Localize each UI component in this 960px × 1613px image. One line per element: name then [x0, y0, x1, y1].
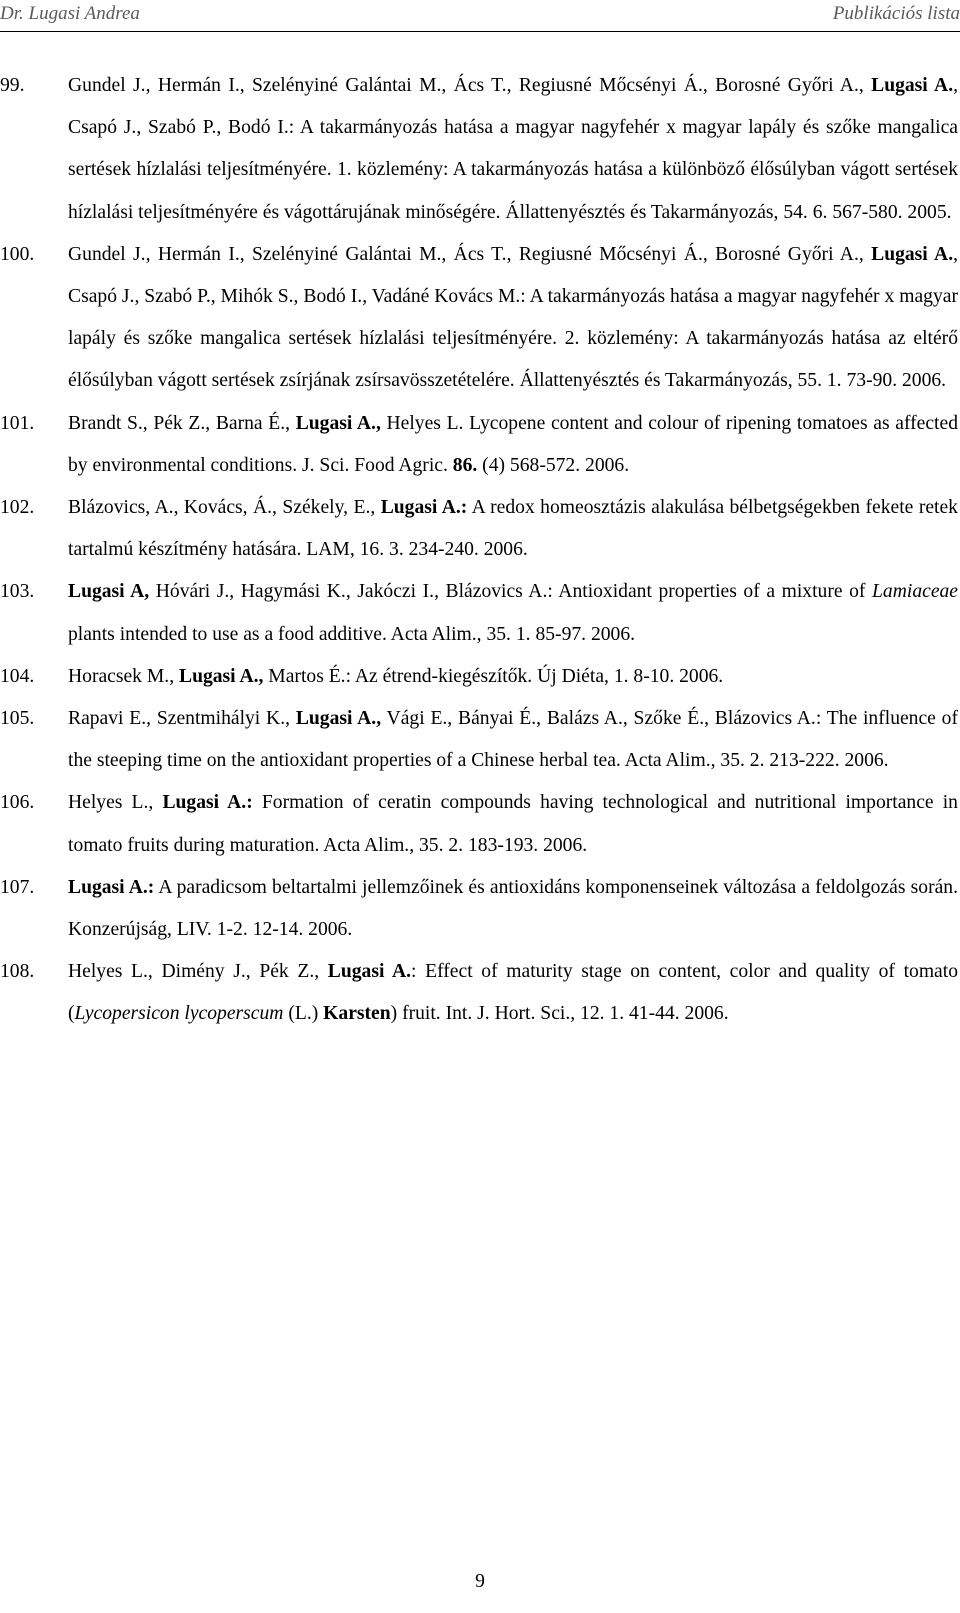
publication-number: 104.	[0, 665, 35, 687]
publication-number: 102.	[0, 497, 35, 519]
citation-text: Vági E., Bányai É., Balázs A., Szőke É., Blázovics A.: The influence of the steeping time on the antioxidant properties of a Chinese herbal tea. Acta Alim., 35. 2. 213-222. 2006.	[68, 708, 958, 772]
publication-citation	[68, 581, 958, 644]
citation-text: (4) 568-572. 2006.	[477, 454, 630, 476]
publication-number: 100.	[0, 243, 35, 265]
citation-text: A paradicsom beltartalmi jellemzőinek és antioxidáns komponenseinek változása a feldolgozás során. Konzerújság, LIV. 1-2. 12-14. 2006.	[68, 876, 958, 941]
citation-bold-text: Lugasi A.:	[380, 497, 468, 519]
publication-entry	[0, 656, 958, 698]
publication-entry	[0, 65, 958, 234]
citation-text: Rapavi E., Szentmihályi K.,	[68, 708, 296, 730]
publication-citation	[68, 961, 958, 1024]
header-divider	[0, 31, 960, 32]
citation-bold-text: 86.	[452, 454, 478, 476]
publication-citation	[68, 75, 958, 223]
publication-entry	[0, 571, 958, 655]
publication-number: 107.	[0, 876, 35, 898]
citation-bold-text: Lugasi A,	[68, 581, 150, 603]
citation-bold-text: Lugasi A.	[871, 243, 954, 265]
publication-entry	[0, 867, 958, 951]
publication-number: 101.	[0, 412, 35, 434]
citation-italic-text: Lamiaceae	[872, 581, 959, 603]
citation-text: (L.)	[283, 1003, 324, 1025]
header-author: Dr. Lugasi Andrea	[0, 3, 140, 24]
citation-bold-text: Lugasi A.	[871, 75, 954, 96]
publication-citation	[68, 497, 958, 560]
publication-number: 108.	[0, 961, 35, 983]
publication-number: 106.	[0, 792, 35, 814]
citation-italic-text: Lycopersicon lycoperscum	[74, 1003, 284, 1025]
publication-citation	[68, 244, 958, 392]
publication-entry	[0, 403, 958, 487]
citation-text: Formation of ceratin compounds having technological and nutritional importance in tomato fruits during maturation. Acta Alim., 35. 2. 183-193. 2006.	[68, 792, 958, 856]
citation-text: Blázovics, A., Kovács, Á., Székely, E.,	[68, 497, 381, 519]
citation-text: Hóvári J., Hagymási K., Jakóczi I., Blázovics A.: Antioxidant properties of a mixture of	[149, 581, 873, 603]
citation-text: Horacsek M.,	[68, 665, 179, 687]
publication-citation	[68, 877, 958, 940]
citation-text: A redox homeosztázis alakulása bélbetgségekben fekete retek tartalmú készítmény hatására. LAM, 16. 3. 234-240. 2006.	[68, 497, 958, 561]
page-header	[0, 0, 960, 30]
publication-entry	[0, 487, 958, 571]
publication-entry	[0, 951, 958, 1035]
citation-text: Gundel J., Hermán I., Szelényiné Galántai M., Ács T., Regiusné Mőcsényi Á., Borosné Győri A.,	[68, 243, 872, 265]
publication-citation	[68, 708, 958, 771]
publication-citation	[68, 666, 723, 687]
publication-entry	[0, 698, 958, 782]
citation-text: Helyes L.,	[68, 792, 163, 814]
publication-number: 103.	[0, 581, 35, 603]
publication-list	[0, 65, 960, 1036]
publication-entry	[0, 234, 958, 403]
citation-text: Martos É.: Az étrend-kiegészítők. Új Diéta, 1. 8-10. 2006.	[263, 665, 724, 687]
publication-citation	[68, 792, 958, 855]
citation-text: : Effect of maturity stage on content, color and quality of tomato (	[68, 961, 958, 1025]
citation-bold-text: Lugasi A.,	[295, 412, 381, 434]
citation-text: Helyes L., Dimény J., Pék Z.,	[68, 961, 328, 983]
publication-citation	[68, 413, 958, 476]
citation-bold-text: Lugasi A.,	[295, 708, 382, 730]
publication-number: 105.	[0, 708, 35, 730]
header-title: Publikációs lista	[832, 3, 960, 24]
citation-text: Gundel J., Hermán I., Szelényiné Galántai M., Ács T., Regiusné Mőcsényi Á., Borosné Győri A.,	[68, 75, 872, 96]
page-number: 9	[475, 1571, 485, 1592]
citation-text: Helyes L. Lycopene content and colour of ripening tomatoes as affected by environmental conditions. J. Sci. Food Agric.	[68, 412, 958, 476]
citation-text: , Csapó J., Szabó P., Mihók S., Bodó I., Vadáné Kovács M.: A takarmányozás hatása a magyar nagyfehér x magyar lapály és szőke mangalica sertések hízlalási teljesítményére. 2. közlemény: A takarmányozás hatása az eltérő élősúlyban vágott sertések zsírjának zsírsavösszetételére. Állattenyésztés és Takarmányozás, 55. 1. 73-90. 2006.	[68, 243, 958, 392]
citation-bold-text: Lugasi A.:	[162, 792, 253, 814]
citation-bold-text: Lugasi A.	[327, 961, 412, 983]
publication-entry	[0, 782, 958, 866]
citation-text: ) fruit. Int. J. Hort. Sci., 12. 1. 41-44. 2006.	[390, 1003, 729, 1025]
citation-text: Brandt S., Pék Z., Barna É.,	[68, 412, 296, 434]
citation-bold-text: Karsten	[323, 1003, 391, 1025]
publication-number: 99.	[0, 75, 25, 96]
citation-text: , Csapó J., Szabó P., Bodó I.: A takarmányozás hatása a magyar nagyfehér x magyar lapály és szőke mangalica sertések hízlalási teljesítményére. 1. közlemény: A takarmányozás hatása a különböző élősúlyban vágott sertések hízlalási teljesítményére és vágottárujának minőségére. Állattenyésztés és Takarmányozás, 54. 6. 567-580. 2005.	[68, 75, 958, 223]
citation-text: plants intended to use as a food additive. Acta Alim., 35. 1. 85-97. 2006.	[68, 623, 636, 645]
citation-bold-text: Lugasi A.:	[68, 876, 155, 898]
citation-bold-text: Lugasi A.,	[179, 665, 264, 687]
